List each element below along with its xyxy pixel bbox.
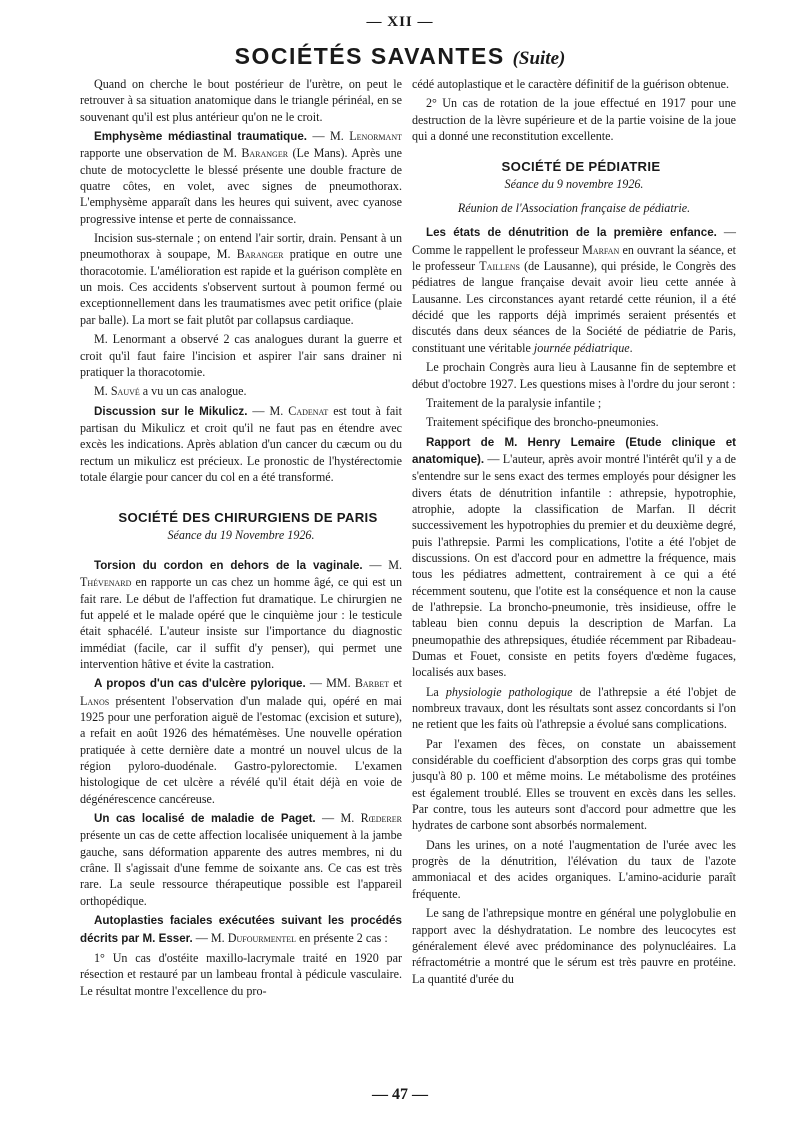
right-column (412, 76, 736, 990)
sauve-paragraph (80, 383, 402, 399)
italic-term: journée pédiatrique (533, 340, 630, 355)
question-1: Traitement de la paralysie infantile ; (426, 395, 602, 410)
mikulicz-paragraph (80, 403, 402, 486)
intro-paragraph: Quand on cherche le bout postérieur de l'urètre, on peut le retrouver à sa situation anatomique dans le triangle périnéal, en se souvenant qu'il est plus antérieur qu'on ne le croit. (80, 77, 402, 124)
text-run: (Le Mans). Après une chute de motocyclette le blessé présente une double fracture de quatre côtes, en volet, avec signes de pneumothorax. L'emphysème apparaît dans les heures qui suivent, avec cyanose progressive intense et perte de connaissance. (80, 146, 402, 226)
sang-paragraph: Le sang de l'athrepsique montre en général une polyglobulie en rapport avec la déshydratation. Le nombre des leucocytes est généralement élevé avec prédominance des polynucléaires. La réfractométrie a montré que le sérum est très pauvre en protéine. La quantité d'urée du (412, 906, 736, 986)
italic-term: physiologie pathologique (445, 684, 573, 699)
torsion-heading: Torsion du cordon en dehors de la vaginale. (94, 558, 363, 572)
rapport-heading: Rapport de M. Henry Lemaire (Etude clinique et anatomique). (412, 435, 736, 466)
physiologie-paragraph (412, 684, 736, 733)
text-run: (de Lausanne), qui préside, le Congrès des pédiatres de langue française devait avoir lieu cette année à Lausanne. Les circonstances ayant retardé cette réunion, il a été décidé que les rapports déjà imprimés seraient présentés et discutés dans deux séances de la Société de pédiatrie de Paris, constituant une véritable (412, 259, 736, 355)
page-title (0, 43, 800, 70)
urines-paragraph: Dans les urines, on a noté l'augmentation de l'urée avec les progrès de la dénutrition, l'élévation du taux de l'azote ammoniacal et des acides organiques. L'amino-acidurie paraît fréquente. (412, 837, 736, 901)
continuation-paragraph: cédé autoplastique et le caractère définitif de la guérison obtenue. (412, 77, 729, 91)
text-run: rapporte une observation de M. (80, 146, 242, 161)
text-run: — M. (247, 403, 289, 418)
text-run: Incision sus-sternale ; on entend l'air sortir, drain. Pensant à un pneumothorax à soupape, M. (80, 231, 402, 262)
page-number: — 47 — (372, 1086, 428, 1103)
text-run: a vu un cas analogue. (139, 384, 247, 399)
text-run: en ouvrant la séance, et le professeur (412, 242, 736, 274)
author-name: Baranger (241, 146, 289, 161)
autoplasties-paragraph (80, 912, 402, 947)
denutrition-heading: Les états de dénutrition de la première enfance. (426, 226, 717, 240)
text-run: présente un cas de cette affection localisée uniquement à la jambe gauche, sans déformation apparente des autres membres, ni du crâne. Il s'agissait d'une femme de soixante ans. Ce cas est très rare. La seule ressource thérapeutique possible est l'appareil orthopédique. (80, 828, 402, 908)
emphyseme-paragraph (80, 128, 402, 227)
author-name: Cadenat (288, 403, 329, 418)
text-run: en présente 2 cas : (296, 930, 388, 945)
section-title-chirurgiens: SOCIÉTÉ DES CHIRURGIENS DE PARIS (118, 510, 378, 526)
page-roman-number: — XII — (366, 14, 434, 30)
author-name: Lanos (80, 693, 110, 708)
lenormant-paragraph: M. Lenormant a observé 2 cas analogues durant la guerre et croit qu'il faut faire l'incision et aspirer l'air sans drainer ni pratiquer la thoracotomie. (80, 332, 402, 379)
rapport-paragraph (412, 434, 736, 681)
text-run: — Comme le rappellent le professeur (412, 225, 736, 257)
emphyseme-heading: Emphysème médiastinal traumatique. (94, 130, 307, 144)
text-run: — MM. (305, 676, 355, 691)
section-title-pediatrie: SOCIÉTÉ DE PÉDIATRIE (501, 159, 661, 175)
ulcere-heading: A propos d'un cas d'ulcère pylorique. (94, 677, 306, 691)
text-run: en rapporte un cas chez un homme âgé, ce qui est un fait rare. Le début de l'affection fut dramatique. Le chirurgien ne fut appelé et le malade opéré que le cinquième jour : le testicule était sphacélé. L'auteur insiste sur l'importance du diagnostic immédiat (facile, car il suffit d'y penser), qui permet une intervention hâtive et évite la castration. (80, 575, 402, 671)
author-name: Dufourmentel (227, 930, 297, 945)
text-run: et (389, 676, 403, 691)
text-run: — M. (315, 811, 361, 826)
text-run: — M. (192, 930, 228, 945)
torsion-paragraph (80, 557, 402, 672)
congres-paragraph: Le prochain Congrès aura lieu à Lausanne fin de septembre et début d'octobre 1927. Les questions mises à l'ordre du jour seront : (412, 360, 736, 391)
text-run: — M. (307, 129, 350, 144)
denutrition-paragraph (412, 224, 736, 356)
mikulicz-heading: Discussion sur le Mikulicz. (94, 404, 248, 418)
title-suffix: (Suite) (512, 48, 566, 69)
incision-paragraph (80, 230, 402, 328)
text-run: — L'auteur, après avoir montré l'intérêt qu'il y a de s'entendre sur le sens exact des termes employés pour désigner les divers états de dénutrition infantile : athrepsie, hypotrophie, atrophie, adopte la classification de Marfan. Il décrit successivement les hypotrophies du premier et du deuxième degré, puis l'athrepsie. Parmi les complications, l'otite a été l'objet de discussions. On est d'accord pour en admettre la fréquence, mais tous les pédiatres admettent, contrairement à ce qui a été récemment soutenu, que l'otite est la conséquence et non la cause de l'athrepsie. La broncho-pneumonie, très insidieuse, offre le tableau bien connu depuis la description de Marfan. La pneumopathie des athrepsiques, étudiée récemment par Ribadeau-Dumas et Fouet, consiste en petits foyers d'œdème fugaces, localisés aux bases. (412, 451, 736, 680)
section-subtitle-association: Réunion de l'Association française de pédiatrie. (457, 201, 691, 216)
paget-heading: Un cas localisé de maladie de Paget. (94, 812, 316, 826)
author-name: Barbet (354, 676, 390, 691)
paget-paragraph (80, 810, 402, 909)
author-name: Taillens (479, 259, 520, 274)
feces-paragraph: Par l'examen des fèces, on constate un abaissement considérable du coefficient d'absorption des corps gras qui tombe jusqu'à 80 p. 100 et même moins. Le métabolisme des protéines est également troublé. Elles se trouvent en excès dans les selles. Par contre, tous les auteurs sont d'accord pour admettre que les hydrates de carbone sont absorbés normalement. (412, 736, 736, 833)
autoplasties-heading: Autoplasties faciales exécutées suivant les procédés décrits par M. Esser. (80, 914, 402, 945)
ulcere-paragraph (80, 675, 402, 807)
question-2: Traitement spécifique des broncho-pneumonies. (426, 415, 659, 430)
text-run: présentent l'observation d'un malade qui, opéré en mai 1925 pour une perforation aiguë de l'estomac (excision et suture), a refait en août 1926 des hématémèses. Une nouvelle opération pratiquée à cette dernière date a montré un nouvel ulcus de la région pyloro-duodénale. Gastro-pylorectomie. L'examen histologique de cet ulcère a révélé qu'il était déjà en voie de dégénérescence cancéreuse. (80, 693, 402, 806)
title-text: SOCIÉTÉS SAVANTES (234, 43, 505, 69)
text-run: . (629, 340, 633, 355)
author-name: Baranger (236, 247, 284, 262)
text-run: — M. (362, 557, 403, 572)
author-name: Thévenard (80, 575, 132, 590)
text-run: est tout à fait partisan du Mikulicz et croit qu'il ne faut pas en étendre avec excès les indications. Après ablation d'un cancer du cæcum ou du rectum un mikulicz est précieux. Le pronostic de l'hystérectomie totale élargie pour cancer du col en a été transformé. (80, 403, 402, 484)
section-subtitle-pediatrie: Séance du 9 novembre 1926. (504, 176, 644, 191)
section-subtitle-chirurgiens: Séance du 19 Novembre 1926. (167, 527, 315, 542)
autoplasties-case-2: 2° Un cas de rotation de la joue effectué en 1917 pour une destruction de la lèvre supérieure et de la partie voisine de la joue qui a donné une reconstitution excellente. (412, 96, 736, 144)
author-name: Rœderer (360, 811, 402, 826)
author-name: Lenormant (349, 129, 402, 144)
text-run: pratique en outre une thoracotomie. L'amélioration est rapide et la guérison complète en un mois. Ces accidents s'observent surtout à poumon fermé ou exceptionnellement dans les traumatismes avec petit orifice (plaie par balle). La mort se fait plutôt par collapsus cardiaque. (80, 247, 402, 327)
left-column (80, 76, 402, 1002)
text-run: La (426, 684, 446, 699)
author-name: Marfan (582, 242, 620, 257)
text-run: M. (94, 384, 111, 399)
autoplasties-case-1: 1° Un cas d'ostéite maxillo-lacrymale traité en 1920 par résection et restauré par un lambeau frontal à pédicule vasculaire. Le résultat montre l'excellence du pro- (80, 950, 402, 998)
author-name: Sauvé (110, 384, 140, 399)
text-run: de l'athrepsie a été l'objet de nombreux travaux, dont les résultats sont assez concordants si l'on ne retient que les faits où l'athrepsie a évolué sans complications. (412, 684, 736, 732)
